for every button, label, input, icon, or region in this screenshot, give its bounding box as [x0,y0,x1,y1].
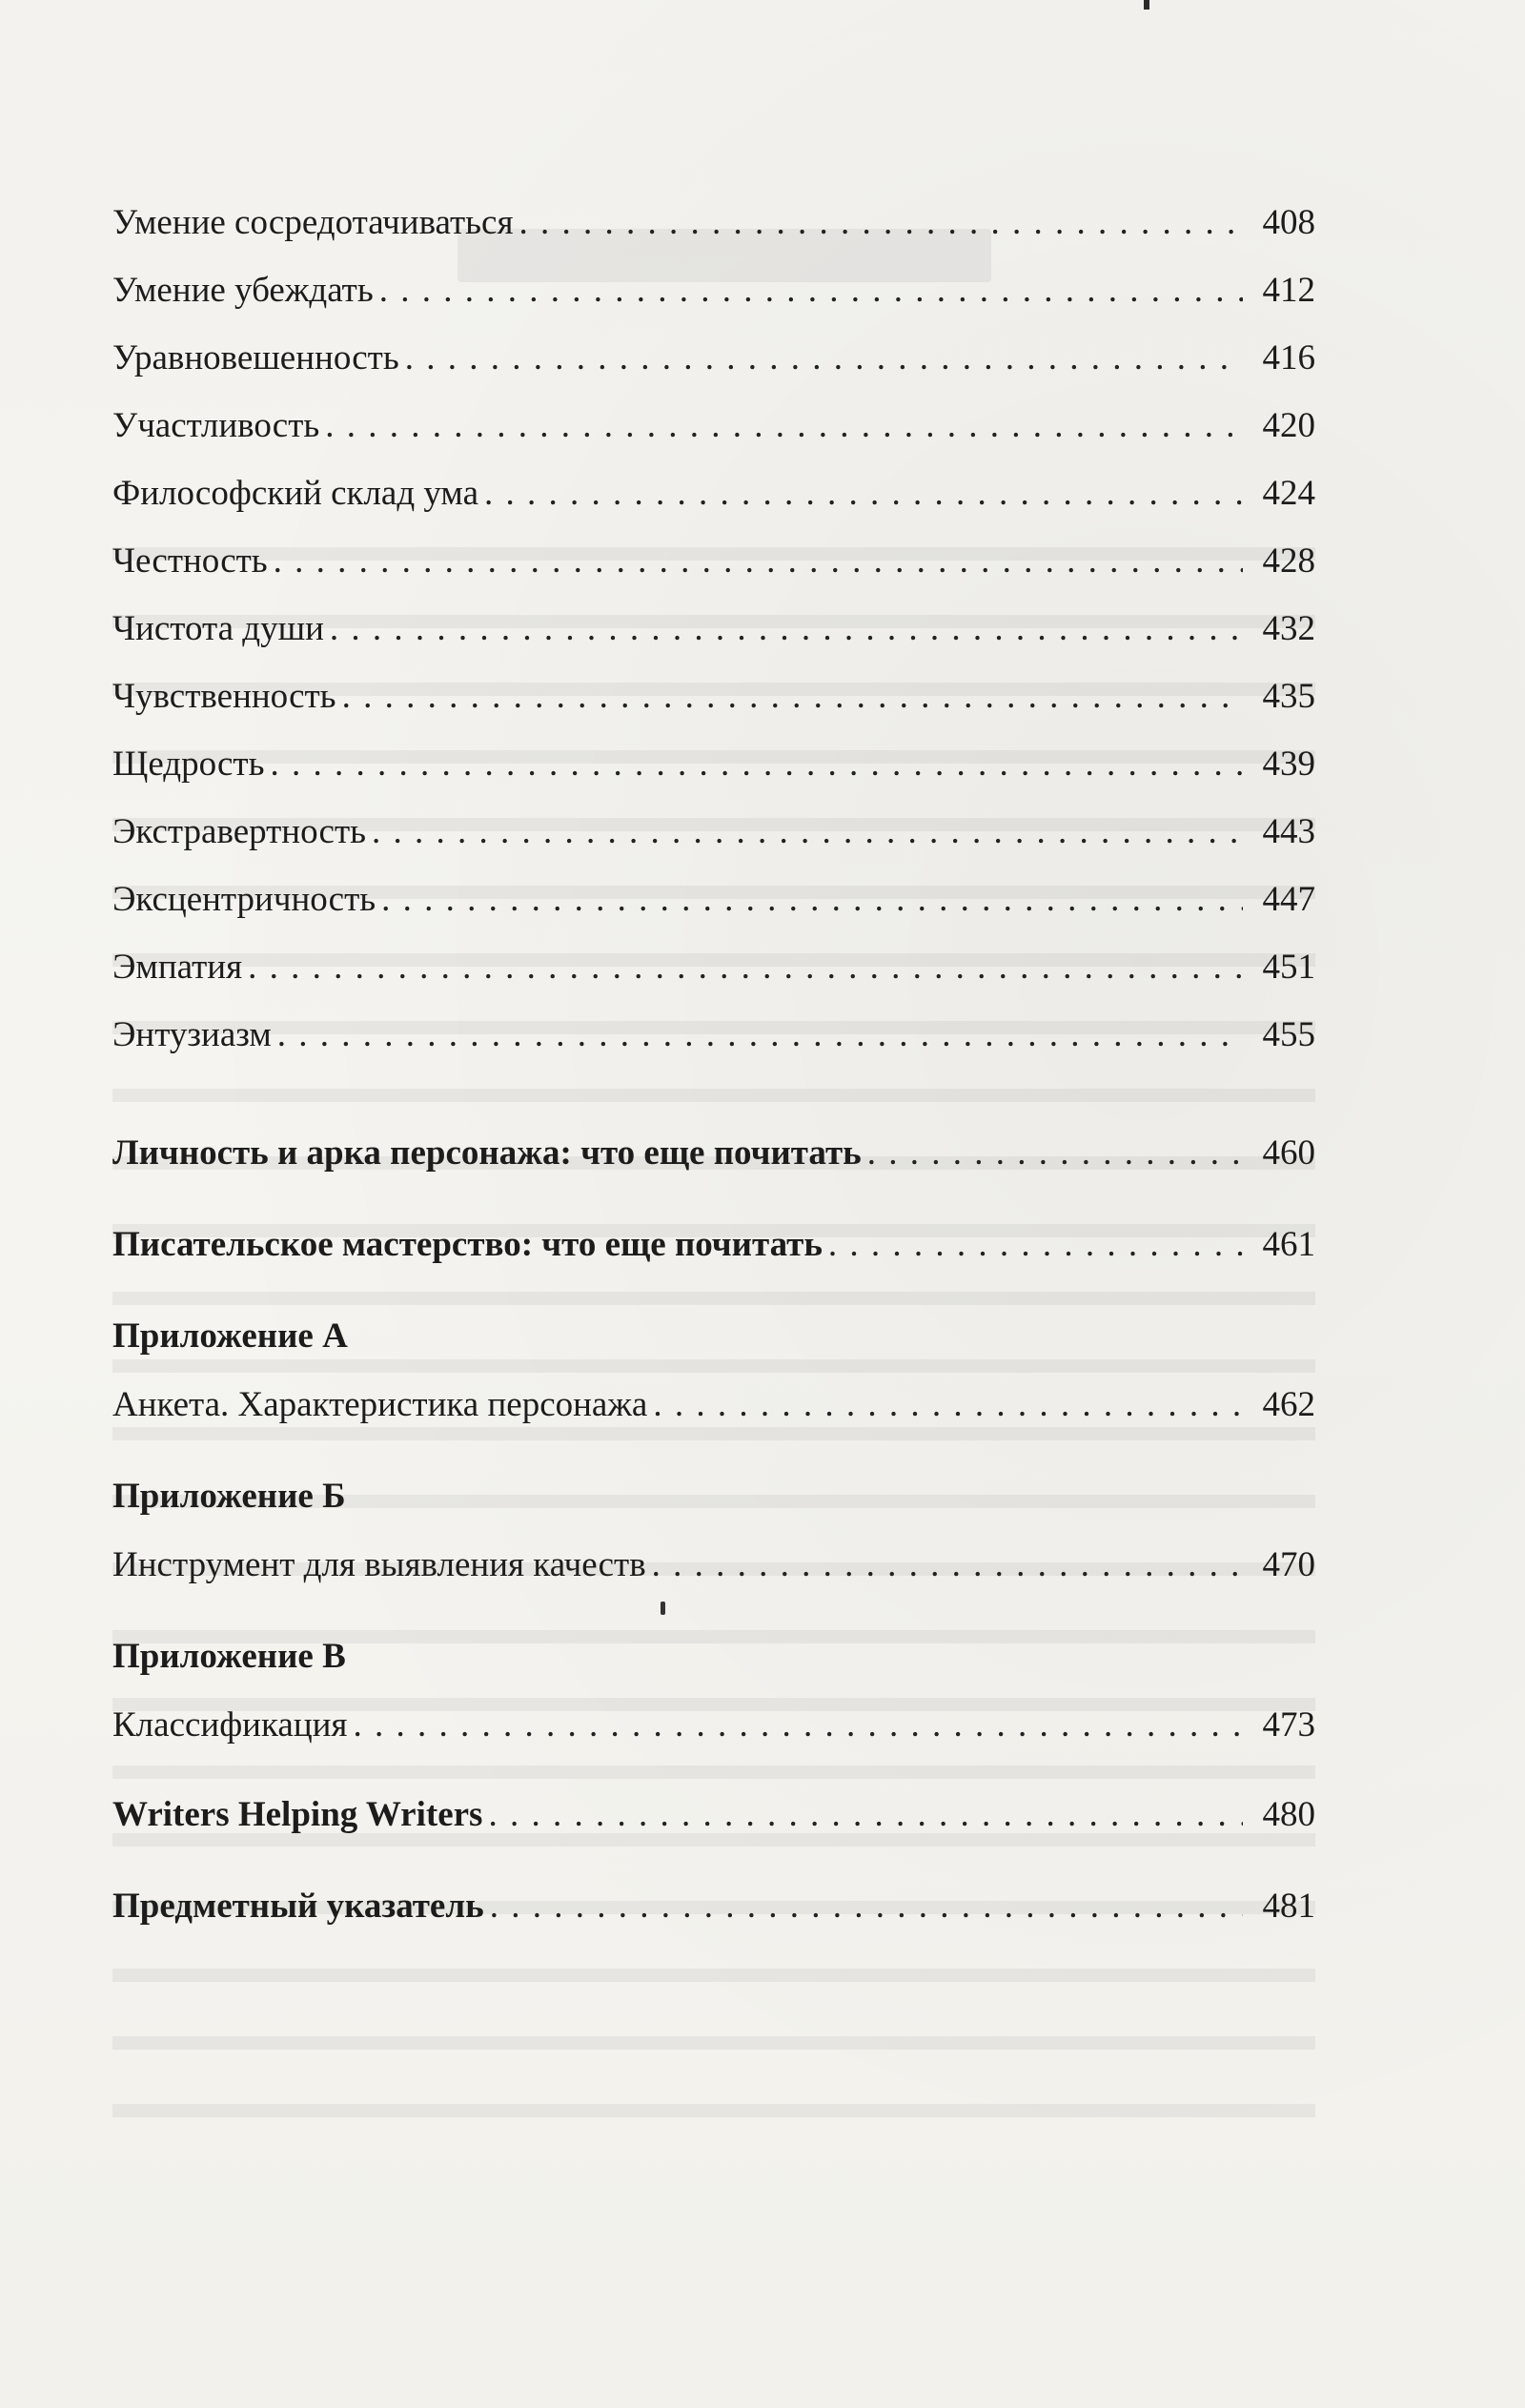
page-corner-mark [1144,0,1149,10]
dot-leader [379,262,1243,319]
toc-entry-title: Личность и арка персонажа: что еще почитать [112,1133,862,1173]
toc-entry-page: 439 [1262,745,1315,784]
toc-entry-page: 416 [1262,338,1315,378]
toc-entry-title: Чистота души [112,609,324,648]
dot-leader [652,1537,1243,1594]
toc-entry-title: Предметный указатель [112,1887,484,1926]
toc-entry-title: Инструмент для выявления качеств [112,1545,646,1584]
dot-leader [270,736,1243,793]
toc-entry-page: 481 [1262,1887,1315,1926]
toc-entry [112,804,1315,861]
toc-entry [112,939,1315,996]
dot-leader [325,398,1243,455]
toc-entry-title: Уравновешенность [112,338,399,378]
toc-entry-title: Чувственность [112,677,336,716]
toc-entry [112,601,1315,658]
toc-entry-page: 451 [1262,948,1315,987]
toc-entry-page: 443 [1262,812,1315,851]
toc-appendix-heading [112,1468,1315,1525]
toc-entry-title: Энтузиазм [112,1015,272,1054]
dot-leader [353,1697,1243,1754]
toc-entry [112,736,1315,793]
toc-entry-title: Щедрость [112,745,265,784]
toc-entry [112,465,1315,522]
toc-entry-title: Writers Helping Writers [112,1795,483,1834]
toc-entry-page: 480 [1262,1795,1315,1834]
toc-entry-page: 461 [1262,1225,1315,1264]
toc-entry-page: 460 [1262,1133,1315,1173]
dot-leader [248,939,1243,996]
toc-entry-title: Классификация [112,1705,348,1745]
toc-entry [112,398,1315,455]
dot-leader [372,804,1243,861]
toc-appendix-heading [112,1308,1315,1365]
toc-entry-page: 424 [1262,474,1315,513]
toc-entry-page: 432 [1262,609,1315,648]
toc-entry-page: 408 [1262,203,1315,242]
dot-leader [277,1007,1243,1064]
toc-entry-title: Умение убеждать [112,271,374,310]
toc-entry [112,1697,1315,1754]
toc-entry-title: Писательское мастерство: что еще почитать [112,1225,823,1264]
toc-heading-title: Приложение А [112,1316,348,1356]
toc-entry [112,1007,1315,1064]
toc-heading-title: Приложение Б [112,1477,346,1516]
toc-entry-title: Философский склад ума [112,474,479,513]
toc-entry [112,533,1315,590]
toc-entry-title: Эмпатия [112,948,243,987]
dot-leader [490,1878,1243,1935]
toc-entry [112,668,1315,725]
toc-entry-page: 435 [1262,677,1315,716]
dot-leader [381,871,1243,929]
dot-leader [405,330,1243,387]
toc-entry-page: 447 [1262,880,1315,919]
toc-entry-page: 473 [1262,1705,1315,1745]
dot-leader [342,668,1243,725]
toc-entry [112,871,1315,929]
dot-leader [330,601,1243,658]
toc-entry-title: Участливость [112,406,320,445]
toc-section-entry [112,1878,1315,1935]
toc-entry-page: 420 [1262,406,1315,445]
toc-section-entry [112,1786,1315,1844]
dot-leader [274,533,1243,590]
dot-leader [488,1786,1243,1844]
toc-entry [112,330,1315,387]
toc-entry-page: 470 [1262,1545,1315,1584]
dot-leader [484,465,1243,522]
toc-heading-title: Приложение В [112,1637,346,1676]
ink-speck [661,1602,665,1615]
dot-leader [867,1125,1243,1182]
toc-section-entry [112,1125,1315,1182]
toc-entry-page: 455 [1262,1015,1315,1054]
toc-entry-page: 428 [1262,541,1315,581]
toc-entry-title: Умение сосредотачиваться [112,203,514,242]
toc-entry-title: Честность [112,541,268,581]
toc-appendix-heading [112,1628,1315,1685]
dot-leader [653,1377,1243,1434]
toc-entry-page: 412 [1262,271,1315,310]
dot-leader [828,1216,1243,1274]
dot-leader [519,194,1244,252]
toc-entry [112,262,1315,319]
toc-entry-title: Экстравертность [112,812,366,851]
toc-entry [112,1537,1315,1594]
toc-section-entry [112,1216,1315,1274]
toc-entry [112,1377,1315,1434]
toc-entry [112,194,1315,252]
toc-entry-page: 462 [1262,1385,1315,1424]
toc-entry-title: Эксцентричность [112,880,376,919]
toc-entry-title: Анкета. Характеристика персонажа [112,1385,648,1424]
